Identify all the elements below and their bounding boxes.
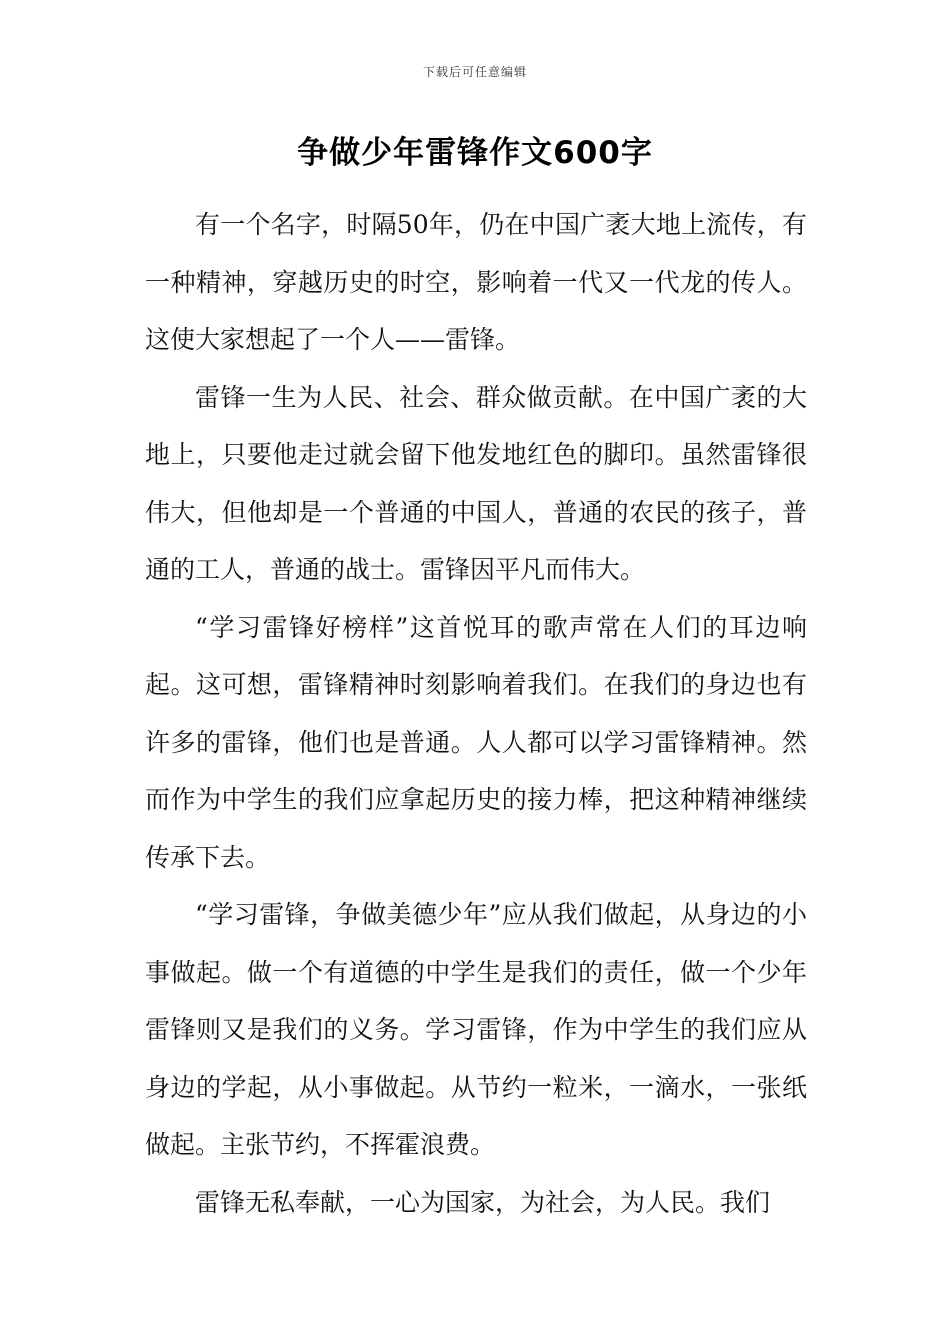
document-body <box>145 196 807 1231</box>
document-title: 争做少年雷锋作文600字 <box>297 135 653 171</box>
paragraph-3: “学习雷锋好榜样”这首悦耳的歌声常在人们的耳边响起。这可想，雷锋精神时刻影响着我们。在我们的身边也有许多的雷锋，他们也是普通。人人都可以学习雷锋精神。然而作为中学生的我们应拿起历史的接力棒，把这种精神继续传承下去。 <box>145 612 807 872</box>
paragraph-1: 有一个名字，时隔50年，仍在中国广袤大地上流传，有一种精神，穿越历史的时空，影响着一代又一代龙的传人。这使大家想起了一个人——雷锋。 <box>145 210 807 354</box>
paragraph-2: 雷锋一生为人民、社会、群众做贡献。在中国广袤的大地上，只要他走过就会留下他发地红色的脚印。虽然雷锋很伟大，但他却是一个普通的中国人，普通的农民的孩子，普通的工人，普通的战士。雷锋因平凡而伟大。 <box>145 382 807 584</box>
paragraph-4: “学习雷锋，争做美德少年”应从我们做起，从身边的小事做起。做一个有道德的中学生是我们的责任，做一个少年雷锋则又是我们的义务。学习雷锋，作为中学生的我们应从身边的学起，从小事做起。从节约一粒米，一滴水，一张纸做起。主张节约，不挥霍浪费。 <box>145 900 807 1159</box>
paragraph-5: 雷锋无私奉献，一心为国家，为社会，为人民。我们 <box>195 1187 771 1217</box>
header-note: 下载后可任意编辑 <box>422 65 527 79</box>
